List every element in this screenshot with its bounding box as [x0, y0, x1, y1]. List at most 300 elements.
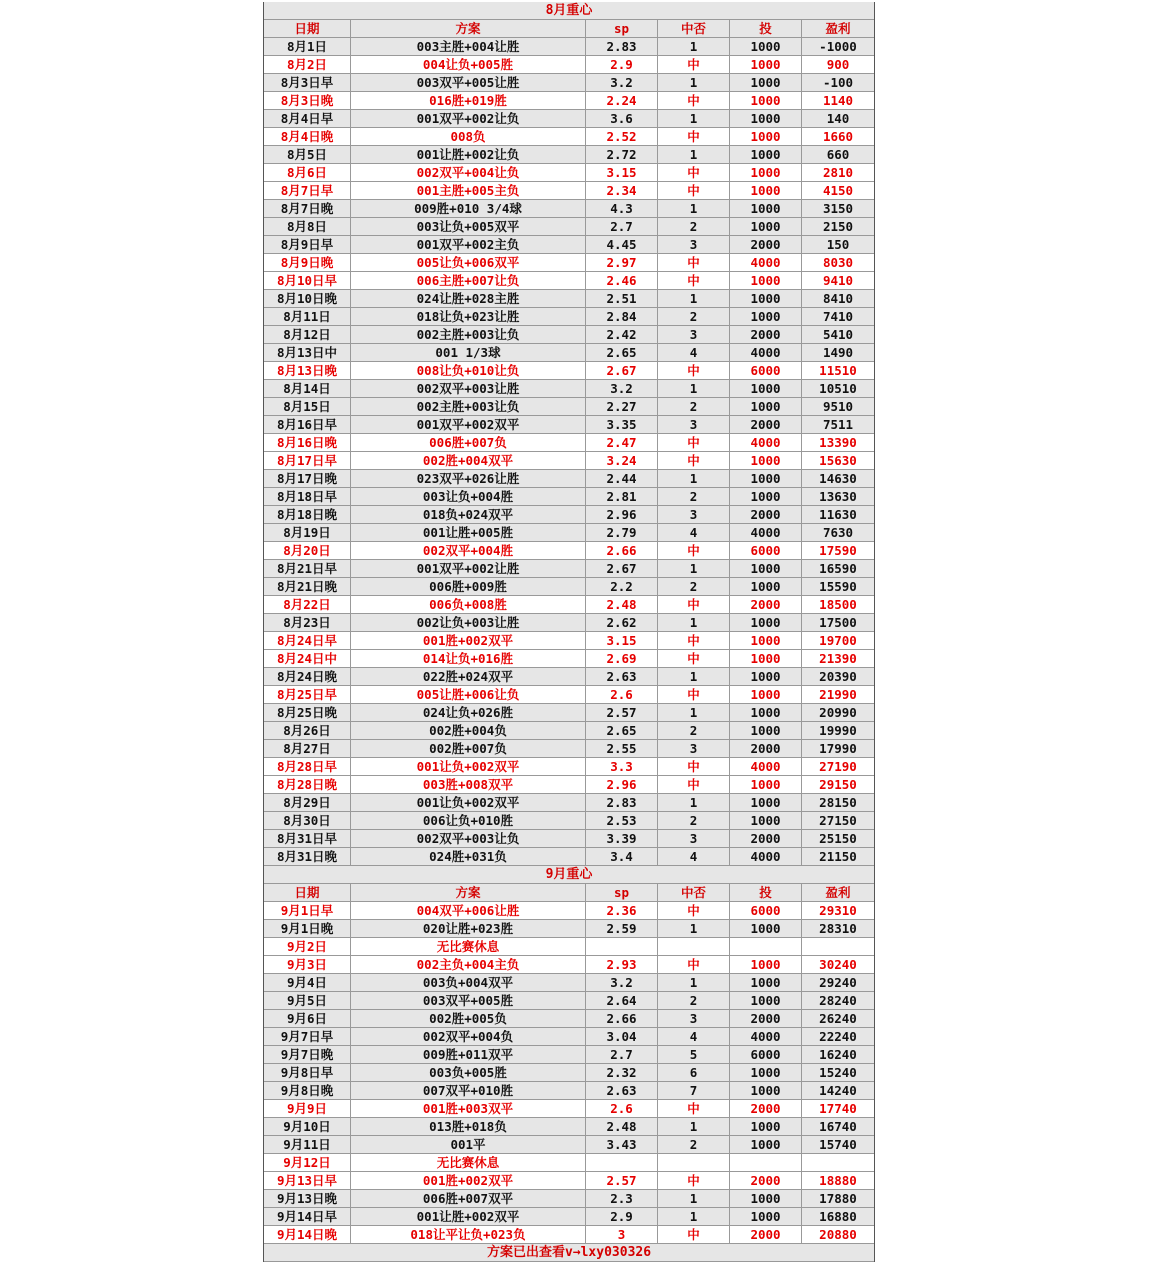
date-cell: 8月4日早	[264, 110, 351, 128]
table-row	[264, 812, 874, 830]
sp-cell: 3.6	[586, 110, 658, 128]
sp-cell: 2.24	[586, 92, 658, 110]
table-row	[264, 344, 874, 362]
profit-cell: -1000	[802, 38, 874, 56]
profit-cell: 14630	[802, 470, 874, 488]
table-row	[264, 1046, 874, 1064]
plan-cell: 001胜+002双平	[351, 1172, 586, 1190]
sp-cell: 3.24	[586, 452, 658, 470]
result-cell: 6	[658, 1064, 730, 1082]
stake-cell: 1000	[730, 686, 802, 704]
table-row	[264, 254, 874, 272]
profit-cell: 22240	[802, 1028, 874, 1046]
result-cell: 中	[658, 434, 730, 452]
stake-cell: 2000	[730, 1010, 802, 1028]
table-row	[264, 38, 874, 56]
sp-cell: 2.64	[586, 992, 658, 1010]
column-header-profit: 盈利	[802, 20, 874, 38]
sp-cell: 2.6	[586, 1100, 658, 1118]
plan-cell: 002双平+003让胜	[351, 380, 586, 398]
result-cell: 中	[658, 1226, 730, 1244]
table-row	[264, 380, 874, 398]
profit-cell: 8030	[802, 254, 874, 272]
result-cell: 2	[658, 218, 730, 236]
sp-cell: 2.67	[586, 560, 658, 578]
table-row	[264, 1172, 874, 1190]
date-cell: 8月18日晚	[264, 506, 351, 524]
table-row	[264, 56, 874, 74]
sp-cell: 2.7	[586, 1046, 658, 1064]
table-row	[264, 1136, 874, 1154]
table-row	[264, 1100, 874, 1118]
plan-cell: 无比赛休息	[351, 938, 586, 956]
date-cell: 8月13日晚	[264, 362, 351, 380]
plan-cell: 001让负+002双平	[351, 794, 586, 812]
sp-cell: 2.46	[586, 272, 658, 290]
profit-cell: 11510	[802, 362, 874, 380]
stake-cell: 1000	[730, 794, 802, 812]
result-cell: 4	[658, 848, 730, 866]
plan-cell: 003胜+008双平	[351, 776, 586, 794]
result-cell: 5	[658, 1046, 730, 1064]
stake-cell: 1000	[730, 488, 802, 506]
plan-cell: 006负+008胜	[351, 596, 586, 614]
sp-cell: 2.27	[586, 398, 658, 416]
sp-cell: 2.48	[586, 1118, 658, 1136]
date-cell: 9月6日	[264, 1010, 351, 1028]
sp-cell: 4.3	[586, 200, 658, 218]
date-cell: 8月11日	[264, 308, 351, 326]
stake-cell: 1000	[730, 1190, 802, 1208]
profit-cell: 14240	[802, 1082, 874, 1100]
table-row	[264, 236, 874, 254]
date-cell: 9月9日	[264, 1100, 351, 1118]
stake-cell: 4000	[730, 848, 802, 866]
table-row	[264, 974, 874, 992]
column-header-sp: sp	[586, 884, 658, 902]
profit-cell: 3150	[802, 200, 874, 218]
result-cell: 中	[658, 362, 730, 380]
date-cell: 9月1日晚	[264, 920, 351, 938]
betting-record-table	[263, 2, 875, 1262]
column-header-stake: 投	[730, 884, 802, 902]
result-cell: 1	[658, 380, 730, 398]
table-row	[264, 524, 874, 542]
profit-cell: 29310	[802, 902, 874, 920]
plan-cell: 002让负+003让胜	[351, 614, 586, 632]
sp-cell: 2.6	[586, 686, 658, 704]
plan-cell: 001让负+002双平	[351, 758, 586, 776]
profit-cell: 1140	[802, 92, 874, 110]
date-cell: 9月8日晚	[264, 1082, 351, 1100]
plan-cell: 016胜+019胜	[351, 92, 586, 110]
table-row	[264, 272, 874, 290]
sp-cell: 2.69	[586, 650, 658, 668]
date-cell: 8月10日早	[264, 272, 351, 290]
stake-cell: 1000	[730, 380, 802, 398]
date-cell: 8月31日早	[264, 830, 351, 848]
date-cell: 9月13日早	[264, 1172, 351, 1190]
stake-cell: 1000	[730, 218, 802, 236]
column-header-stake: 投	[730, 20, 802, 38]
date-cell: 8月25日晚	[264, 704, 351, 722]
stake-cell: 1000	[730, 452, 802, 470]
stake-cell: 1000	[730, 146, 802, 164]
result-cell: 中	[658, 128, 730, 146]
profit-cell: 27190	[802, 758, 874, 776]
profit-cell: 900	[802, 56, 874, 74]
sp-cell: 3.15	[586, 164, 658, 182]
date-cell: 8月9日晚	[264, 254, 351, 272]
plan-cell: 006胜+009胜	[351, 578, 586, 596]
profit-cell: 11630	[802, 506, 874, 524]
sp-cell: 3.3	[586, 758, 658, 776]
table-row	[264, 146, 874, 164]
sp-cell: 2.59	[586, 920, 658, 938]
date-cell: 9月3日	[264, 956, 351, 974]
plan-cell: 003双平+005胜	[351, 992, 586, 1010]
plan-cell: 002胜+005负	[351, 1010, 586, 1028]
stake-cell	[730, 1154, 802, 1172]
sp-cell: 2.72	[586, 146, 658, 164]
plan-cell: 024让负+026胜	[351, 704, 586, 722]
result-cell	[658, 1154, 730, 1172]
date-cell: 8月30日	[264, 812, 351, 830]
sp-cell: 2.96	[586, 776, 658, 794]
date-cell: 9月1日早	[264, 902, 351, 920]
result-cell: 1	[658, 1118, 730, 1136]
table-row	[264, 200, 874, 218]
stake-cell: 2000	[730, 416, 802, 434]
result-cell: 3	[658, 506, 730, 524]
stake-cell: 1000	[730, 632, 802, 650]
profit-cell: 8410	[802, 290, 874, 308]
date-cell: 9月14日早	[264, 1208, 351, 1226]
result-cell: 2	[658, 722, 730, 740]
result-cell: 2	[658, 812, 730, 830]
stake-cell: 2000	[730, 740, 802, 758]
table-row	[264, 650, 874, 668]
sp-cell: 2.42	[586, 326, 658, 344]
result-cell: 3	[658, 326, 730, 344]
table-row	[264, 902, 874, 920]
table-row	[264, 758, 874, 776]
profit-cell: 20990	[802, 704, 874, 722]
date-cell: 8月10日晚	[264, 290, 351, 308]
result-cell: 4	[658, 524, 730, 542]
table-row	[264, 92, 874, 110]
stake-cell: 2000	[730, 830, 802, 848]
table-row	[264, 1028, 874, 1046]
column-header-plan: 方案	[351, 884, 586, 902]
sp-cell: 2.44	[586, 470, 658, 488]
profit-cell: 15630	[802, 452, 874, 470]
stake-cell: 1000	[730, 1064, 802, 1082]
result-cell: 2	[658, 578, 730, 596]
table-row	[264, 434, 874, 452]
date-cell: 8月27日	[264, 740, 351, 758]
stake-cell: 6000	[730, 1046, 802, 1064]
profit-cell: 17880	[802, 1190, 874, 1208]
table-row	[264, 542, 874, 560]
stake-cell: 2000	[730, 326, 802, 344]
plan-cell: 013胜+018负	[351, 1118, 586, 1136]
table-row	[264, 794, 874, 812]
profit-cell: 21150	[802, 848, 874, 866]
stake-cell: 6000	[730, 542, 802, 560]
profit-cell: 9410	[802, 272, 874, 290]
date-cell: 8月8日	[264, 218, 351, 236]
plan-cell: 001胜+002双平	[351, 632, 586, 650]
plan-cell: 001让胜+002双平	[351, 1208, 586, 1226]
result-cell: 中	[658, 92, 730, 110]
table-row	[264, 1226, 874, 1244]
stake-cell: 4000	[730, 524, 802, 542]
table-row	[264, 830, 874, 848]
plan-cell: 002胜+004双平	[351, 452, 586, 470]
table-row	[264, 128, 874, 146]
result-cell: 1	[658, 974, 730, 992]
table-row	[264, 938, 874, 956]
profit-cell: 5410	[802, 326, 874, 344]
plan-cell: 001双平+002让负	[351, 110, 586, 128]
sp-cell: 3.2	[586, 74, 658, 92]
sp-cell: 2.81	[586, 488, 658, 506]
table-row	[264, 218, 874, 236]
plan-cell: 009胜+011双平	[351, 1046, 586, 1064]
profit-cell: 21390	[802, 650, 874, 668]
profit-cell	[802, 938, 874, 956]
stake-cell: 1000	[730, 956, 802, 974]
footer-row	[264, 1244, 874, 1262]
sp-cell: 3.2	[586, 380, 658, 398]
plan-cell: 003让负+004胜	[351, 488, 586, 506]
profit-cell: 28310	[802, 920, 874, 938]
date-cell: 8月9日早	[264, 236, 351, 254]
profit-cell: 30240	[802, 956, 874, 974]
sp-cell: 2.9	[586, 1208, 658, 1226]
profit-cell: 13630	[802, 488, 874, 506]
profit-cell: 140	[802, 110, 874, 128]
result-cell: 中	[658, 686, 730, 704]
result-cell: 中	[658, 254, 730, 272]
date-cell: 8月15日	[264, 398, 351, 416]
sp-cell: 3.15	[586, 632, 658, 650]
stake-cell: 1000	[730, 974, 802, 992]
result-cell: 中	[658, 542, 730, 560]
table-row	[264, 452, 874, 470]
date-cell: 8月28日早	[264, 758, 351, 776]
date-cell: 8月2日	[264, 56, 351, 74]
plan-cell: 005让胜+006让负	[351, 686, 586, 704]
plan-cell: 006主胜+007让负	[351, 272, 586, 290]
stake-cell: 1000	[730, 1082, 802, 1100]
stake-cell: 1000	[730, 182, 802, 200]
table-row	[264, 182, 874, 200]
sp-cell: 3.39	[586, 830, 658, 848]
plan-cell: 005让负+006双平	[351, 254, 586, 272]
table-row	[264, 290, 874, 308]
result-cell: 中	[658, 452, 730, 470]
result-cell: 7	[658, 1082, 730, 1100]
plan-cell: 003双平+005让胜	[351, 74, 586, 92]
sp-cell: 2.96	[586, 506, 658, 524]
sp-cell: 2.66	[586, 542, 658, 560]
result-cell: 4	[658, 344, 730, 362]
sp-cell: 2.53	[586, 812, 658, 830]
table-row	[264, 326, 874, 344]
stake-cell: 1000	[730, 92, 802, 110]
column-header-date: 日期	[264, 20, 351, 38]
result-cell: 1	[658, 38, 730, 56]
result-cell: 1	[658, 200, 730, 218]
date-cell: 8月18日早	[264, 488, 351, 506]
column-header-date: 日期	[264, 884, 351, 902]
plan-cell: 002双平+004胜	[351, 542, 586, 560]
result-cell: 1	[658, 1208, 730, 1226]
result-cell: 1	[658, 668, 730, 686]
profit-cell: 15740	[802, 1136, 874, 1154]
column-header-row	[264, 884, 874, 902]
table-row	[264, 1154, 874, 1172]
result-cell: 1	[658, 74, 730, 92]
date-cell: 8月16日早	[264, 416, 351, 434]
result-cell: 1	[658, 920, 730, 938]
stake-cell: 1000	[730, 1208, 802, 1226]
plan-cell: 003负+004双平	[351, 974, 586, 992]
sp-cell: 3.04	[586, 1028, 658, 1046]
date-cell: 8月31日晚	[264, 848, 351, 866]
result-cell	[658, 938, 730, 956]
table-row	[264, 1208, 874, 1226]
result-cell: 1	[658, 560, 730, 578]
plan-cell: 001双平+002主负	[351, 236, 586, 254]
result-cell: 1	[658, 1190, 730, 1208]
date-cell: 9月8日早	[264, 1064, 351, 1082]
stake-cell: 1000	[730, 128, 802, 146]
profit-cell: 29240	[802, 974, 874, 992]
profit-cell: 2810	[802, 164, 874, 182]
result-cell: 中	[658, 272, 730, 290]
sp-cell: 2.57	[586, 1172, 658, 1190]
sp-cell: 2.97	[586, 254, 658, 272]
sp-cell: 2.65	[586, 344, 658, 362]
result-cell: 1	[658, 290, 730, 308]
column-header-row	[264, 20, 874, 38]
result-cell: 1	[658, 794, 730, 812]
stake-cell: 1000	[730, 470, 802, 488]
sp-cell: 3.2	[586, 974, 658, 992]
profit-cell: 19700	[802, 632, 874, 650]
profit-cell: 17500	[802, 614, 874, 632]
stake-cell: 1000	[730, 668, 802, 686]
table-row	[264, 956, 874, 974]
result-cell: 中	[658, 1172, 730, 1190]
plan-cell: 001双平+002双平	[351, 416, 586, 434]
result-cell: 中	[658, 650, 730, 668]
profit-cell: 9510	[802, 398, 874, 416]
plan-cell: 024胜+031负	[351, 848, 586, 866]
section-title: 8月重心	[264, 2, 874, 20]
stake-cell: 1000	[730, 308, 802, 326]
profit-cell: 29150	[802, 776, 874, 794]
plan-cell: 无比赛休息	[351, 1154, 586, 1172]
profit-cell: 21990	[802, 686, 874, 704]
date-cell: 9月4日	[264, 974, 351, 992]
result-cell: 中	[658, 902, 730, 920]
result-cell: 中	[658, 956, 730, 974]
stake-cell: 1000	[730, 1118, 802, 1136]
profit-cell: 7630	[802, 524, 874, 542]
date-cell: 8月7日晚	[264, 200, 351, 218]
result-cell: 3	[658, 236, 730, 254]
plan-cell: 023双平+026让胜	[351, 470, 586, 488]
stake-cell: 6000	[730, 362, 802, 380]
date-cell: 8月21日晚	[264, 578, 351, 596]
sp-cell: 2.55	[586, 740, 658, 758]
result-cell: 1	[658, 614, 730, 632]
table-row	[264, 164, 874, 182]
profit-cell: 15590	[802, 578, 874, 596]
plan-cell: 003主胜+004让胜	[351, 38, 586, 56]
sp-cell: 2.9	[586, 56, 658, 74]
sp-cell	[586, 938, 658, 956]
table-row	[264, 416, 874, 434]
sp-cell: 2.3	[586, 1190, 658, 1208]
result-cell: 3	[658, 416, 730, 434]
stake-cell: 4000	[730, 758, 802, 776]
result-cell: 中	[658, 776, 730, 794]
section-title-row	[264, 2, 874, 20]
stake-cell: 1000	[730, 164, 802, 182]
date-cell: 8月14日	[264, 380, 351, 398]
plan-cell: 004双平+006让胜	[351, 902, 586, 920]
sp-cell: 2.79	[586, 524, 658, 542]
stake-cell: 1000	[730, 776, 802, 794]
result-cell: 中	[658, 632, 730, 650]
sp-cell: 3.4	[586, 848, 658, 866]
sp-cell: 2.32	[586, 1064, 658, 1082]
plan-cell: 001让胜+005胜	[351, 524, 586, 542]
sp-cell: 2.7	[586, 218, 658, 236]
date-cell: 9月13日晚	[264, 1190, 351, 1208]
plan-cell: 022胜+024双平	[351, 668, 586, 686]
profit-cell: 17990	[802, 740, 874, 758]
table-row	[264, 560, 874, 578]
sp-cell: 4.45	[586, 236, 658, 254]
sp-cell: 2.47	[586, 434, 658, 452]
result-cell: 4	[658, 1028, 730, 1046]
date-cell: 8月3日早	[264, 74, 351, 92]
result-cell: 1	[658, 146, 730, 164]
date-cell: 9月14日晚	[264, 1226, 351, 1244]
table-row	[264, 920, 874, 938]
sp-cell: 2.62	[586, 614, 658, 632]
date-cell: 8月7日早	[264, 182, 351, 200]
stake-cell: 1000	[730, 38, 802, 56]
stake-cell: 1000	[730, 200, 802, 218]
plan-cell: 018让平让负+023负	[351, 1226, 586, 1244]
profit-cell: 660	[802, 146, 874, 164]
result-cell: 中	[658, 596, 730, 614]
profit-cell: 16740	[802, 1118, 874, 1136]
result-cell: 1	[658, 704, 730, 722]
table-row	[264, 632, 874, 650]
sp-cell: 2.93	[586, 956, 658, 974]
sp-cell: 2.2	[586, 578, 658, 596]
plan-cell: 001主胜+005主负	[351, 182, 586, 200]
table-row	[264, 776, 874, 794]
